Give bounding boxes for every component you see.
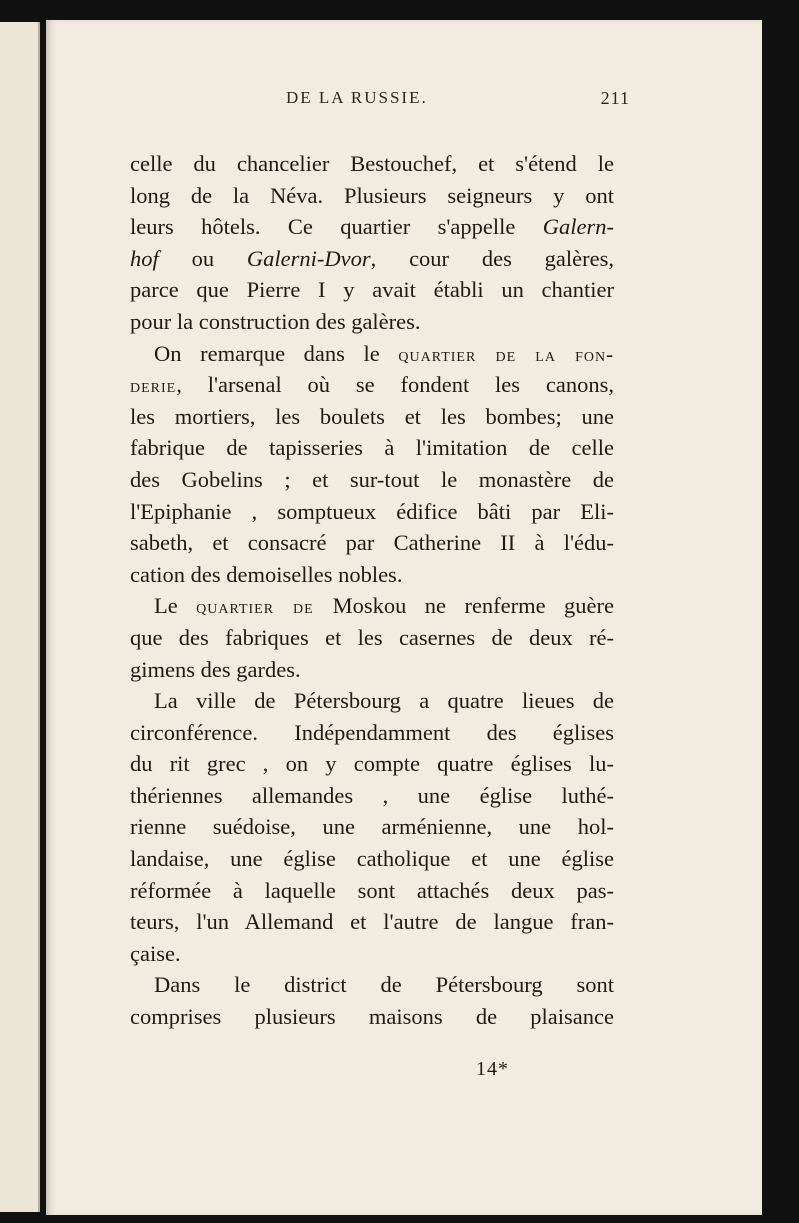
text-segment: La ville de Pétersbourg a quatre lieues de: [154, 688, 614, 714]
signature-mark: 14*: [476, 1058, 509, 1080]
text-segment: hof: [130, 245, 159, 271]
text-line: [130, 811, 614, 843]
text-line: [130, 338, 614, 370]
text-line: [130, 243, 614, 275]
text-segment: pour la construction des galères.: [130, 308, 421, 334]
text-line: [130, 211, 614, 243]
text-line: [130, 748, 614, 780]
text-segment: sabeth, et consacré par Catherine II à l'édu-: [130, 530, 614, 556]
text-line: [130, 559, 614, 591]
text-segment: circonférence. Indépendamment des églises: [130, 719, 614, 745]
text-segment: long de la Néva. Plusieurs seigneurs y ont: [130, 182, 614, 208]
text-segment: cation des demoiselles nobles.: [130, 561, 403, 587]
text-segment: du rit grec , on y compte quatre églises lu-: [130, 751, 614, 777]
text-line: [130, 717, 614, 749]
text-line: [130, 496, 614, 528]
text-segment: Dans le district de Pétersbourg sont: [154, 972, 614, 998]
text-segment: Galerni-Dvor: [246, 245, 371, 271]
text-line: [130, 875, 614, 907]
text-line: [130, 843, 614, 875]
running-title: DE LA RUSSIE.: [286, 88, 428, 107]
text-line: [130, 432, 614, 464]
text-segment: comprises plusieurs maisons de plaisance: [130, 1004, 614, 1030]
text-segment: Moskou ne renferme guère: [332, 593, 615, 619]
text-line: [130, 306, 614, 338]
text-segment: réformée à laquelle sont attachés deux pas-: [130, 877, 614, 903]
text-line: [130, 654, 614, 686]
text-line: [130, 464, 614, 496]
text-line: [130, 401, 614, 433]
text-segment: , cour des galères,: [370, 245, 614, 271]
text-segment: ou: [158, 245, 247, 271]
running-head: [236, 88, 630, 118]
text-line: [130, 274, 614, 306]
text-line: [130, 1001, 614, 1033]
text-line: [130, 590, 614, 622]
text-line: [130, 527, 614, 559]
body-text: [130, 148, 614, 1033]
text-line: [130, 369, 614, 401]
text-segment: quartier de: [196, 596, 333, 619]
text-segment: les mortiers, les boulets et les bombes; une: [130, 403, 614, 429]
text-line: [130, 906, 614, 938]
text-segment: On remarque dans le: [154, 340, 399, 366]
text-segment: leurs hôtels. Ce quartier s'appelle: [130, 214, 543, 240]
text-segment: celle du chancelier Bestouchef, et s'étend le: [130, 151, 614, 176]
text-segment: derie: [130, 375, 177, 398]
text-line: [130, 685, 614, 717]
text-segment: rienne suédoise, une arménienne, une hol-: [130, 814, 614, 840]
text-segment: fabrique de tapisseries à l'imitation de celle: [130, 435, 614, 461]
text-segment: Le: [154, 593, 197, 619]
text-segment: l'Epiphanie , somptueux édifice bâti par Eli-: [130, 498, 614, 524]
text-segment: Galern-: [542, 214, 614, 240]
text-segment: quartier de la fon-: [398, 343, 614, 366]
text-segment: thériennes allemandes , une église luthé-: [130, 782, 614, 808]
text-segment: des Gobelins ; et sur-tout le monastère de: [130, 466, 614, 492]
text-line: [130, 622, 614, 654]
text-line: [130, 180, 614, 212]
text-segment: çaise.: [130, 940, 181, 966]
text-segment: parce que Pierre I y avait établi un chantier: [130, 277, 614, 303]
text-segment: landaise, une église catholique et une église: [130, 846, 614, 872]
text-line: [130, 938, 614, 970]
text-line: [130, 780, 614, 812]
left-page-edge: [0, 22, 40, 1212]
text-line: [130, 969, 614, 1001]
text-segment: teurs, l'un Allemand et l'autre de langue fran-: [130, 909, 614, 935]
page-number: 211: [600, 88, 630, 108]
text-segment: , l'arsenal où se fondent les canons,: [176, 372, 614, 398]
text-segment: que des fabriques et les casernes de deux ré-: [130, 624, 614, 650]
text-segment: gimens des gardes.: [130, 656, 301, 682]
text-line: [130, 148, 614, 180]
